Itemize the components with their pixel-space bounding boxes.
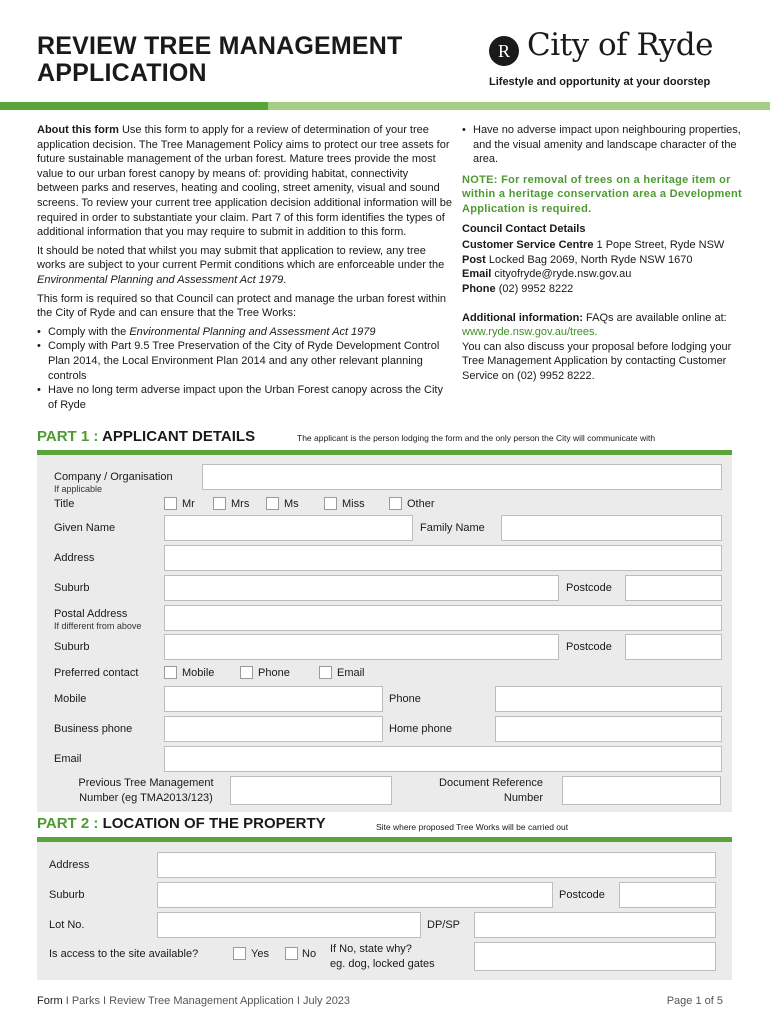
dp-sp-label: DP/SP bbox=[427, 919, 461, 931]
given-name-input[interactable] bbox=[164, 515, 413, 541]
title-mr-checkbox[interactable] bbox=[164, 497, 177, 510]
additional-info: Additional information: FAQs are available online at: bbox=[462, 311, 727, 324]
postal-address-label: Postal Address bbox=[54, 608, 128, 620]
property-suburb-label: Suburb bbox=[49, 889, 85, 901]
suburb-label: Suburb bbox=[54, 582, 90, 594]
property-suburb-input[interactable] bbox=[157, 882, 553, 908]
purpose-paragraph: This form is required so that Council can protect and manage the urban forest within the City of Ryde and can ensure that the Tree Works: bbox=[37, 292, 447, 320]
part2-heading: PART 2 : LOCATION OF THE PROPERTY bbox=[37, 815, 326, 832]
access-no-checkbox[interactable] bbox=[285, 947, 298, 960]
suburb-input[interactable] bbox=[164, 575, 559, 601]
trees-link[interactable]: www.ryde.nsw.gov.au/trees. bbox=[462, 326, 598, 339]
access-reason-label: If No, state why? eg. dog, locked gates bbox=[330, 943, 435, 970]
tagline: Lifestyle and opportunity at your doorstep bbox=[489, 76, 711, 88]
contact-csc: Customer Service Centre 1 Pope Street, Ryde NSW bbox=[462, 239, 725, 252]
intro-right-column bbox=[462, 123, 742, 384]
footer: Form I Parks I Review Tree Management Application I July 2023 bbox=[37, 995, 351, 1007]
postal-address-input[interactable] bbox=[164, 605, 722, 631]
tree-works-list bbox=[37, 325, 452, 413]
property-postcode-input[interactable] bbox=[619, 882, 716, 908]
page-number: Page 1 of 5 bbox=[666, 995, 723, 1007]
phone-input[interactable] bbox=[495, 686, 722, 712]
header-bar-light bbox=[268, 102, 770, 110]
postcode-label: Postcode bbox=[566, 582, 612, 594]
title-mr-label: Mr bbox=[182, 498, 195, 510]
page-title: REVIEW TREE MANAGEMENT APPLICATION bbox=[37, 32, 403, 87]
home-phone-input[interactable] bbox=[495, 716, 722, 742]
contact-mobile-label: Mobile bbox=[182, 667, 215, 679]
contact-phone: Phone (02) 9952 8222 bbox=[462, 282, 574, 295]
document-reference-label: Document Reference Number bbox=[439, 777, 543, 804]
previous-tm-input[interactable] bbox=[230, 776, 392, 805]
part2-description: Site where proposed Tree Works will be carried out bbox=[376, 822, 569, 832]
postal-suburb-label: Suburb bbox=[54, 641, 90, 653]
company-input[interactable] bbox=[202, 464, 722, 490]
list-item: • Comply with Part 9.5 Tree Preservation of the City of Ryde Development Control Plan 2014, the Local Environment Plan 2014 and any other relevant planning controls bbox=[37, 339, 452, 383]
postal-postcode-label: Postcode bbox=[566, 641, 612, 653]
heritage-note: NOTE: For removal of trees on a heritage item or within a heritage conservation area a Development Application is required. bbox=[462, 173, 743, 215]
given-name-label: Given Name bbox=[54, 522, 116, 534]
family-name-label: Family Name bbox=[420, 522, 485, 534]
lot-no-label: Lot No. bbox=[49, 919, 85, 931]
part2-panel bbox=[37, 842, 732, 980]
contact-email-checkbox[interactable] bbox=[319, 666, 332, 679]
permit-paragraph: It should be noted that whilst you may submit that application to review, any tree works are subject to your current Permit conditions which are enforceable under the Environmental Planning and Assessment Act 1979. bbox=[37, 244, 445, 286]
business-phone-label: Business phone bbox=[54, 723, 133, 735]
title-label: Title bbox=[54, 498, 75, 510]
family-name-input[interactable] bbox=[501, 515, 722, 541]
title-other-label: Other bbox=[407, 498, 435, 510]
list-item: • Comply with the Environmental Planning and Assessment Act 1979 bbox=[37, 325, 452, 340]
title-mrs-checkbox[interactable] bbox=[213, 497, 226, 510]
contact-phone-label: Phone bbox=[258, 667, 290, 679]
previous-tm-label: Previous Tree Management Number (eg TMA2013/123) bbox=[78, 777, 214, 804]
postcode-input[interactable] bbox=[625, 575, 722, 601]
property-postcode-label: Postcode bbox=[559, 889, 605, 901]
additional-info-more: You can also discuss your proposal before lodging your Tree Management Application by contacting Customer Service on (02) 9952 8222. bbox=[462, 340, 732, 382]
title-ms-checkbox[interactable] bbox=[266, 497, 279, 510]
about-paragraph: About this form Use this form to apply for a review of determination of your tree application decision. The Tree Management Policy aims to protect our tree assets for future sustainable management of the urban forest. Mature trees provide the most value to our urban forest canopy by means of: providing habitat, connectivity between parks and reserves, heating and cooling, street amenity, visual and sound screens. To review your current tree application decision additional information will be required in order to substantiate your claim. Part 7 of this form identifies the types of additional information that you may require to submit in addition to this form. bbox=[37, 124, 452, 239]
business-phone-input[interactable] bbox=[164, 716, 383, 742]
email-input[interactable] bbox=[164, 746, 722, 772]
contact-phone-checkbox[interactable] bbox=[240, 666, 253, 679]
access-reason-input[interactable] bbox=[474, 942, 716, 971]
title-mrs-label: Mrs bbox=[231, 498, 250, 510]
mobile-label: Mobile bbox=[54, 693, 87, 705]
part1-heading: PART 1 : APPLICANT DETAILS bbox=[37, 428, 256, 445]
part1-panel bbox=[37, 455, 732, 812]
property-address-label: Address bbox=[49, 859, 90, 871]
title-other-checkbox[interactable] bbox=[389, 497, 402, 510]
title-ms-label: Ms bbox=[284, 498, 299, 510]
lot-no-input[interactable] bbox=[157, 912, 421, 938]
company-label: Company / Organisation bbox=[54, 471, 173, 483]
preferred-contact-label: Preferred contact bbox=[54, 667, 139, 679]
property-address-input[interactable] bbox=[157, 852, 716, 878]
email-label: Email bbox=[54, 753, 82, 765]
list-item: • Have no adverse impact upon neighbouring properties, and the visual amenity and landscape character of the area. bbox=[462, 123, 742, 167]
title-miss-checkbox[interactable] bbox=[324, 497, 337, 510]
home-phone-label: Home phone bbox=[389, 723, 452, 735]
address-input[interactable] bbox=[164, 545, 722, 571]
access-yes-checkbox[interactable] bbox=[233, 947, 246, 960]
title-miss-label: Miss bbox=[342, 498, 365, 510]
part1-description: The applicant is the person lodging the form and the only person the City will communicate with bbox=[297, 433, 656, 443]
contact-heading: Council Contact Details bbox=[462, 222, 586, 235]
phone-label: Phone bbox=[389, 693, 421, 705]
intro-left-column bbox=[37, 123, 452, 412]
company-sublabel: If applicable bbox=[54, 484, 103, 494]
document-reference-input[interactable] bbox=[562, 776, 721, 805]
access-question-label: Is access to the site available? bbox=[49, 948, 199, 960]
mobile-input[interactable] bbox=[164, 686, 383, 712]
address-label: Address bbox=[54, 552, 95, 564]
postal-suburb-input[interactable] bbox=[164, 634, 559, 660]
contact-email: Email cityofryde@ryde.nsw.gov.au bbox=[462, 268, 632, 281]
header-bar-dark bbox=[0, 102, 268, 110]
city-seal-logo: R bbox=[489, 36, 519, 66]
logo-text: City of Ryde bbox=[527, 27, 713, 63]
postal-address-sublabel: If different from above bbox=[54, 621, 142, 631]
access-no-label: No bbox=[302, 948, 317, 960]
access-yes-label: Yes bbox=[251, 948, 269, 960]
dp-sp-input[interactable] bbox=[474, 912, 716, 938]
list-item: • Have no long term adverse impact upon the Urban Forest canopy across the City of Ryde bbox=[37, 383, 452, 412]
postal-postcode-input[interactable] bbox=[625, 634, 722, 660]
contact-mobile-checkbox[interactable] bbox=[164, 666, 177, 679]
contact-email-label: Email bbox=[337, 667, 365, 679]
contact-post: Post Locked Bag 2069, North Ryde NSW 1670 bbox=[462, 253, 693, 266]
